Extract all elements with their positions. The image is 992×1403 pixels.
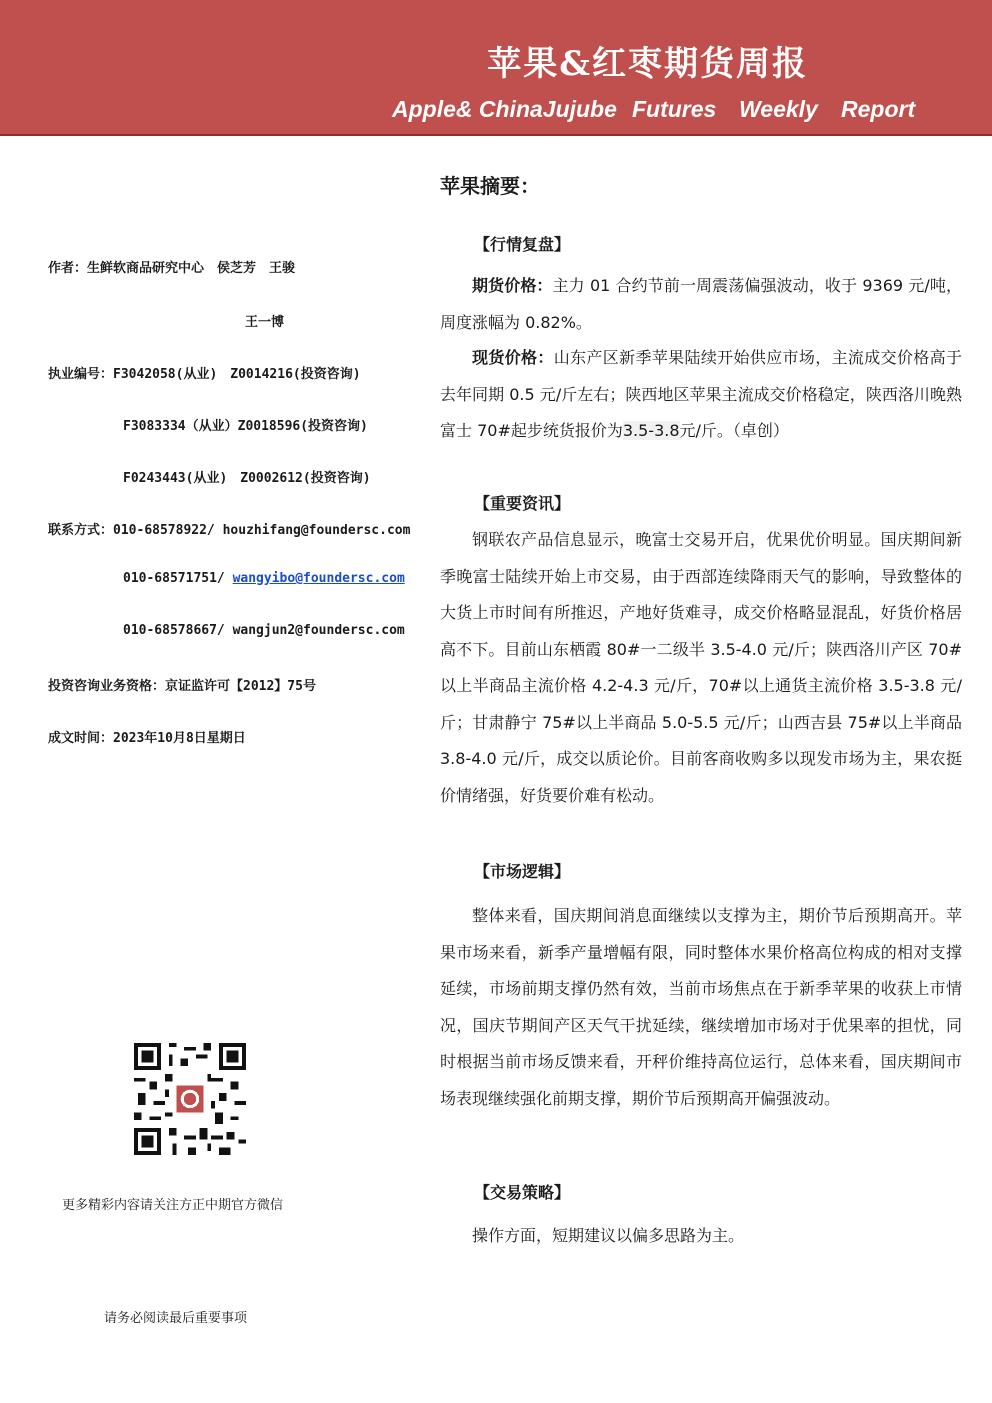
news-paragraph: 钢联农产品信息显示，晚富士交易开启，优果优价明显。国庆期间新季晚富士陆续开始上市交易，由于西部连续降雨天气的影响，导致整体的大货上市时间有所推迟，产地好货难寻，成交价格略显混乱，好货价格居高不下。目前山东栖霞 80#一二级半 3.5-4.0 元/斤；陕西洛川产区 70#以上半商品主流价格 4.2-4.3 元/斤，70#以上通货主流价格 3.5-3.8 元/斤；甘肃静宁 75#以上半商品 5.0-5.5 元/斤；山西吉县 75#以上半商品 3.8-4.0 元/斤，成交以质论价。目前客商收购多以现发市场为主，果农挺价情绪强，好货要价难有松动。 [440,530,962,805]
author-label: 作者： [48,261,88,276]
contact-value: 010-68578667/ wangjun2@foundersc.com [123,623,405,638]
license-label: 执业编号： [48,367,114,382]
report-title: 苹果&红枣期货周报 [487,44,808,84]
report-date: 成文时间：2023年10月8日星期日 [48,731,246,746]
logic-paragraph: 整体来看，国庆期间消息面继续以支撑为主，期价节后预期高开。苹果市场来看，新季产量增幅有限，同时整体水果价格高位构成的相对支撑延续，市场前期支撑仍然有效，当前市场焦点在于新季苹果的收获上市情况，国庆节期间产区天气干扰延续，继续增加市场对于优果率的担忧，同时根据当前市场反馈来看，开秤价维持高位运行，总体来看，国庆期间市场表现继续强化前期支撑，期价节后预期高开偏强波动。 [440,906,962,1108]
subtitle-word: Weekly [739,96,818,122]
license-line [48,363,361,382]
futures-label: 期货价格： [472,276,553,295]
license-value: F3083334（从业）Z0018596(投资咨询) [123,419,368,434]
license-value: F3042058(从业) Z0014216(投资咨询) [113,367,361,382]
subtitle-word: Apple& ChinaJujube [392,96,617,122]
author-value: 生鲜软商品研究中心 侯芝芳 王骏 [87,261,296,276]
contact-line-2 [123,571,405,586]
strategy-paragraph: 操作方面，短期建议以偏多思路为主。 [472,1226,745,1245]
section-head-news: 【重要资讯】 [474,494,571,513]
footer-note: 请务必阅读最后重要事项 [104,1311,248,1326]
contact-label: 联系方式： [48,523,114,538]
spot-highlight: 3.5-3.8 [622,421,680,440]
spot-label: 现货价格： [472,348,554,367]
futures-price-paragraph [440,268,962,341]
author-line-2: 王一博 [245,315,285,330]
section-head-logic: 【市场逻辑】 [474,862,571,881]
spot-text-2: 元/斤。（卓创） [679,421,789,440]
email-link[interactable]: wangyibo@foundersc.com [232,571,405,586]
futures-text: 主力 01 合约节前一周震荡偏强波动，收于 9369 元/吨，周度涨幅为 0.82%。 [440,276,962,332]
spot-price-paragraph [440,340,962,450]
qr-caption: 更多精彩内容请关注方正中期官方微信 [62,1198,284,1213]
report-subtitle [392,96,932,126]
contact-value: 010-68571751/ [123,571,233,586]
author-line [48,257,295,276]
qr-code-icon [134,1043,246,1155]
summary-title: 苹果摘要： [440,174,540,198]
spot-text: 山东产区新季苹果陆续开始供应市场，主流成交价格高于去年同期 0.5 元/斤左右；陕西地区苹果主流成交价格稳定，陕西洛川晚熟富士 70#起步统货报价为 [440,348,962,440]
contact-value: 010-68578922/ houzhifang@foundersc.com [113,523,411,538]
license-value: F0243443(从业) Z0002612(投资咨询) [123,471,371,486]
subtitle-word: Report [841,96,916,122]
qualification: 投资咨询业务资格：京证监许可【2012】75号 [48,679,316,694]
subtitle-word: Futures [632,96,717,122]
section-head-review: 【行情复盘】 [474,235,571,254]
header-banner [0,0,992,136]
contact-line [48,519,410,538]
section-head-strategy: 【交易策略】 [474,1183,571,1202]
